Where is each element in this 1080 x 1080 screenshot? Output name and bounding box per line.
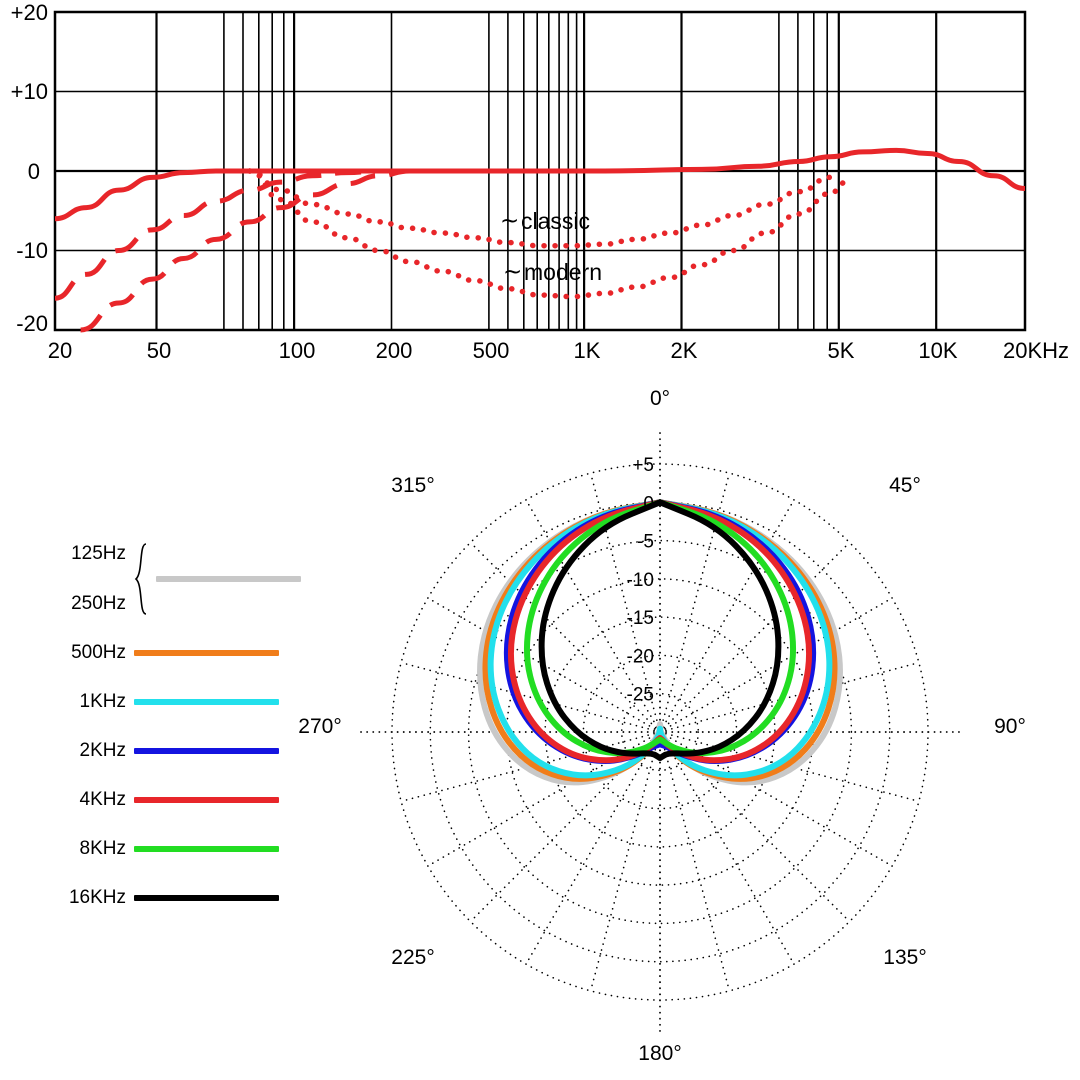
freq-y-label-0: +20 (10, 0, 48, 25)
freq-x-axis-labels (48, 338, 1069, 363)
freq-x-label-5: 1K (573, 338, 601, 363)
polar-radial-label-2: -5 (637, 531, 654, 553)
freq-x-label-7: 5K (827, 338, 855, 363)
legend-label-125hz: 125Hz (71, 543, 126, 564)
modern-squiggle: ∼ (503, 258, 523, 284)
polar-pattern-chart (280, 380, 1080, 1080)
polar-angle-135: 135° (883, 946, 927, 969)
legend-label-2khz: 2KHz (79, 739, 126, 761)
polar-curves (480, 502, 840, 782)
legend-label-250hz: 250Hz (71, 593, 126, 614)
legend-label-16khz: 16KHz (68, 886, 126, 908)
freq-x-label-6: 2K (670, 338, 698, 363)
legend-item-8khz (52, 824, 302, 873)
legend-swatch-16khz (134, 895, 279, 901)
polar-radial-label-5: -20 (626, 646, 654, 668)
legend-label-1khz: 1KHz (79, 690, 126, 712)
polar-angle-225: 225° (391, 946, 435, 969)
polar-angle-90: 90° (994, 715, 1026, 738)
legend-item-1khz (52, 677, 302, 726)
modern-annotation-label: modern (524, 259, 602, 285)
polar-radial-label-6: -25 (626, 684, 654, 706)
freq-x-label-2: 100 (278, 338, 316, 363)
polar-legend (52, 530, 302, 922)
freq-x-label-9: 20KHz (1002, 338, 1070, 363)
legend-label-8khz: 8KHz (79, 837, 126, 859)
freq-y-label-3: -10 (16, 238, 48, 263)
freq-response-curves (55, 150, 1025, 330)
polar-angle-45: 45° (889, 474, 921, 497)
polar-radial-label-3: -10 (626, 569, 654, 591)
freq-x-label-3: 200 (375, 338, 413, 363)
polar-radial-labels (627, 455, 654, 706)
freq-y-axis-labels (11, 0, 48, 336)
legend-item-4khz (52, 775, 302, 824)
legend-swatch-1khz (134, 699, 279, 705)
polar-radial-label-4: -15 (626, 608, 654, 630)
polar-angle-180: 180° (638, 1042, 682, 1065)
legend-label-500hz: 500Hz (71, 641, 126, 663)
classic-squiggle: ∼ (500, 207, 520, 233)
legend-swatch-500hz (134, 650, 279, 656)
legend-label-4khz: 4KHz (79, 788, 126, 810)
freq-x-label-4: 500 (472, 338, 510, 363)
legend-item-500hz (52, 628, 302, 677)
frequency-response-chart (0, 0, 1080, 370)
freq-x-label-8: 10K (918, 338, 958, 363)
polar-angle-270: 270° (298, 715, 342, 738)
brace-icon (134, 543, 148, 615)
freq-x-label-1: 50 (146, 338, 172, 363)
polar-radial-label-1: 0 (643, 493, 654, 515)
freq-y-label-4: -20 (16, 311, 48, 336)
legend-swatch-8khz (134, 846, 279, 852)
legend-swatch-2khz (134, 748, 279, 754)
freq-y-label-1: +10 (10, 79, 48, 104)
classic-annotation-label: classic (521, 208, 591, 234)
legend-swatch-4khz (134, 797, 279, 803)
legend-item-2khz (52, 726, 302, 775)
polar-angle-315: 315° (391, 474, 435, 497)
freq-y-label-2: 0 (27, 159, 40, 184)
polar-radial-label-0: +5 (632, 455, 654, 476)
legend-item-16khz (52, 873, 302, 922)
polar-angle-0: 0° (649, 387, 671, 410)
legend-item-group-125-250 (52, 530, 302, 628)
freq-x-label-0: 20 (47, 338, 73, 363)
